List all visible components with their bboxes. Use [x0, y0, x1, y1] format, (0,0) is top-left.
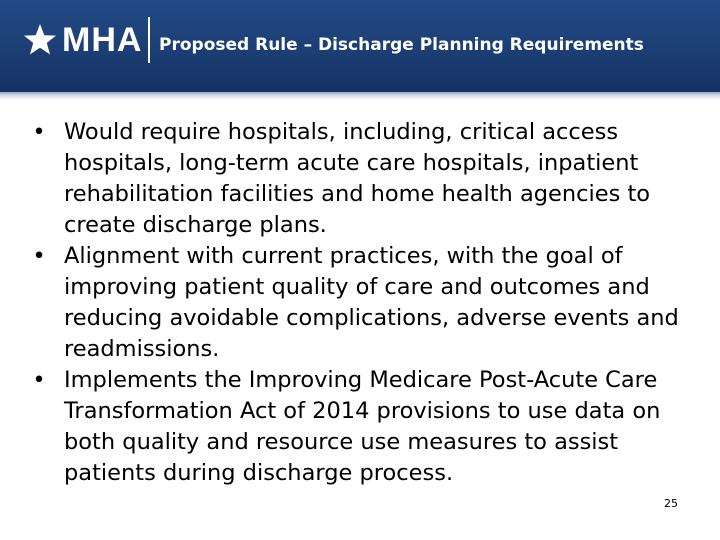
bullet-line: Would require hospitals, including, critical access: [64, 119, 619, 145]
bullet-marker: •: [32, 367, 46, 393]
bullet-line: hospitals, long-term acute care hospitals, inpatient: [64, 150, 639, 176]
header-rule: [0, 92, 720, 100]
bullet-line: Alignment with current practices, with the goal of: [64, 243, 623, 269]
bullet-line: reducing avoidable complications, adverse events and: [64, 305, 679, 331]
bullet-marker: •: [32, 243, 46, 269]
bullet-line: both quality and resource use measures to assist: [64, 429, 619, 455]
bullet-line: rehabilitation facilities and home health agencies to: [64, 181, 651, 207]
bullet-line: create discharge plans.: [64, 212, 327, 238]
bullet-list: [26, 117, 688, 489]
bullet-marker: •: [32, 119, 46, 145]
slide-title: Proposed Rule – Discharge Planning Requirements: [159, 35, 644, 55]
bullet-item: [26, 365, 688, 489]
logo-text: MHA: [62, 21, 143, 59]
header-bar: [0, 0, 720, 92]
mha-logo: [22, 20, 142, 60]
star-icon: [22, 22, 58, 58]
bullet-line: Transformation Act of 2014 provisions to use data on: [64, 398, 661, 424]
bullet-line: improving patient quality of care and outcomes and: [64, 274, 650, 300]
page-number: 25: [664, 497, 678, 510]
bullet-line: patients during discharge process.: [64, 460, 454, 486]
bullet-item: [26, 241, 688, 365]
bullet-item: [26, 117, 688, 241]
bullet-line: Implements the Improving Medicare Post-Acute Care: [64, 367, 658, 393]
bullet-line: readmissions.: [64, 336, 220, 362]
title-divider: [148, 17, 150, 63]
